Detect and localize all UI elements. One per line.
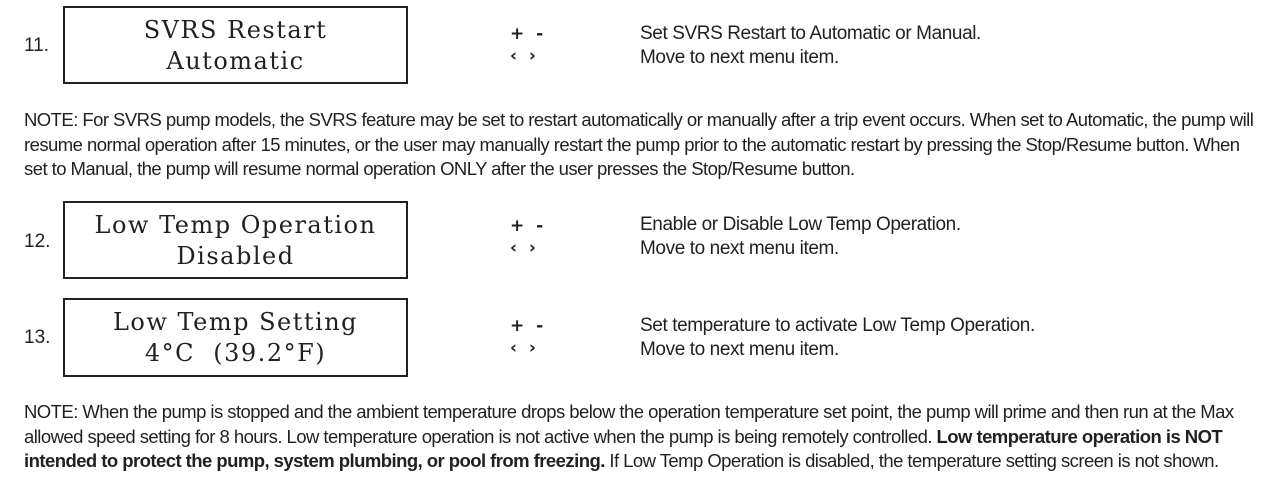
note-low-temp-text-end: If Low Temp Operation is disabled, the temperature setting screen is not shown.: [604, 450, 1219, 471]
step-number-12: 12.: [24, 231, 51, 252]
note-svrs: NOTE: For SVRS pump models, the SVRS feature may be set to restart automatically or manually after a trip event occurs. When set to Automatic, the pump will resume normal operation after 15 minutes, or the user may manually restart the pump prior to the automatic restart by pressing the Stop/Resume button. When set to Manual, the pump will resume normal operation ONLY after the user presses the Stop/Resume button.: [24, 109, 1254, 179]
step-number-11: 11.: [24, 35, 50, 56]
note-low-temp-warning: Low temperature operation is NOT intended to protect the pump, system plumbing, or pool from freezing.: [24, 425, 1223, 471]
description-line1: Set temperature to activate Low Temp Operation.: [640, 315, 1035, 336]
key-legend: [510, 23, 550, 67]
description-line2: Move to next menu item.: [640, 238, 839, 259]
left-right-arrow-keys: ‹ ›: [510, 238, 539, 258]
note-low-temp-text: NOTE: When the pump is stopped and the ambient temperature drops below the operation temperature set point, the pump will prime and then run at the Max allowed speed setting for 8 hours. Low temperature operation is not active when the pump is being remotely controlled.: [24, 401, 1234, 447]
plus-minus-keys: + -: [510, 24, 547, 44]
step-description: [640, 213, 1260, 261]
step-description: [640, 314, 1260, 362]
lcd-display-low-temp-operation: [63, 201, 408, 279]
lcd-display-line1: Low Temp Operation: [94, 211, 377, 239]
left-right-arrow-keys: ‹ ›: [510, 338, 539, 358]
lcd-display-line2: Disabled: [176, 242, 295, 270]
lcd-display-line2: 4°C (39.2°F): [144, 339, 327, 367]
left-right-arrow-keys: ‹ ›: [510, 46, 539, 66]
description-line2: Move to next menu item.: [640, 47, 839, 68]
lcd-display-low-temp-setting: [63, 298, 408, 377]
description-line1: Enable or Disable Low Temp Operation.: [640, 214, 961, 235]
description-line2: Move to next menu item.: [640, 339, 839, 360]
lcd-display-line2: Automatic: [166, 47, 305, 75]
description-line1: Set SVRS Restart to Automatic or Manual.: [640, 23, 981, 44]
plus-minus-keys: + -: [510, 216, 547, 236]
note-low-temp: [24, 400, 1264, 474]
lcd-display-line1: Low Temp Setting: [112, 308, 359, 336]
step-number-13: 13.: [24, 327, 51, 348]
lcd-display-svrs-restart: [63, 6, 408, 84]
key-legend: [510, 315, 550, 359]
plus-minus-keys: + -: [510, 316, 547, 336]
step-description: [640, 22, 1260, 70]
lcd-display-line1: SVRS Restart: [143, 16, 328, 44]
key-legend: [510, 215, 550, 259]
